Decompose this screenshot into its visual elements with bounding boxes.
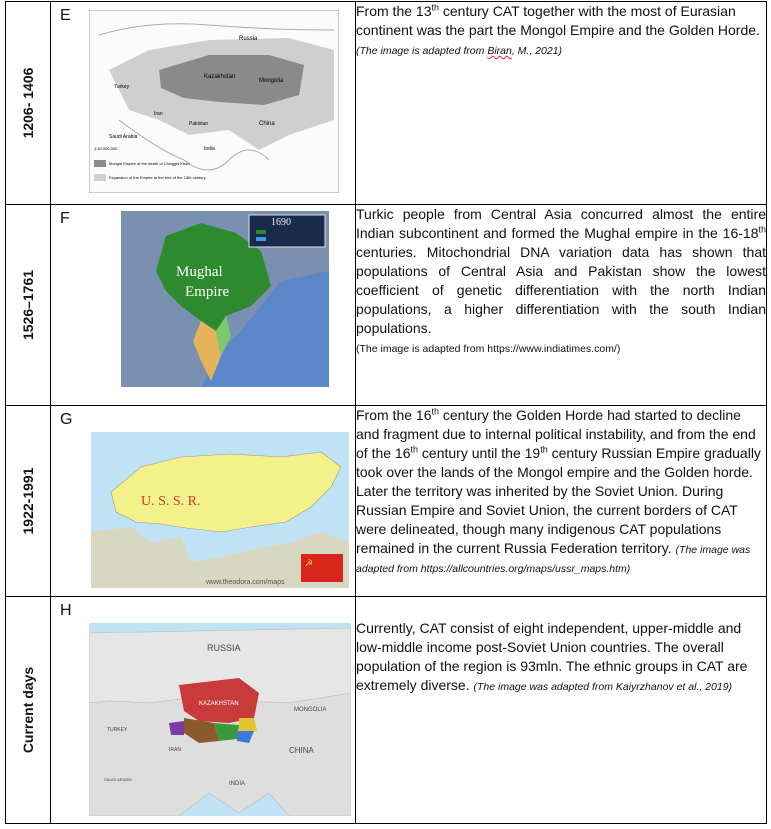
text-cell [356, 205, 767, 406]
map-label-mughal: Mughal [176, 264, 223, 280]
history-table [5, 1, 767, 824]
map-label-mongolia: Mongolia [259, 78, 284, 84]
image-cell [51, 205, 356, 406]
map-credit: www.theodora.com/maps [206, 579, 285, 586]
image-cell [51, 406, 356, 597]
citation-author: Biran [487, 45, 512, 57]
sup: th [410, 444, 419, 455]
legend-core: Mongol Empire at the death of Chinggis Khan [109, 161, 190, 166]
row-text-cont3: century Russian Empire gradually took over the lands of the Mongol empire and the Golden horde. Later the territory was inherited by the Soviet Union. During Russian Empire and Soviet Union, the current borders of CAT were delineated, though many indigenous CAT populations remained in the current Russia Federation territory. [356, 445, 761, 556]
sup: th [540, 444, 548, 455]
row-text-cont: century CAT together with the most of Eurasian continent was the part the Mongol Empire and the Golden Horde. [356, 3, 760, 38]
citation [356, 45, 562, 57]
image-cell [51, 2, 356, 205]
text-cell [356, 406, 767, 597]
map-label-russia: RUSSIA [207, 643, 241, 653]
panel-letter: E [60, 7, 71, 24]
citation: (The image is adapted from https://www.indiatimes.com/) [356, 343, 621, 355]
sup: th [431, 406, 439, 417]
period-cell [6, 2, 51, 205]
citation: (The image was adapted from https://allcountries.org/maps/ussr_maps.htm) [356, 544, 751, 575]
row-mughal [6, 205, 767, 406]
row-text: From the 13 [356, 3, 432, 19]
map-label-india: INDIA [229, 781, 246, 787]
text-cell [356, 2, 767, 205]
panel-letter: G [60, 411, 73, 428]
row-text: Currently, CAT consist of eight independent, upper-middle and low-middle income post-Soviet Union countries. The overall population of the region is 93mln. The ethnic groups in CAT are extremely diverse. [356, 620, 748, 693]
citation-a: (The image is adapted from [356, 45, 488, 57]
citation-c: , M., 2021) [511, 45, 563, 57]
map-label-kazakhstan: KAZAKHSTAN [199, 701, 239, 707]
panel-letter: F [60, 210, 70, 227]
map-label-china: CHINA [289, 746, 314, 755]
map-label-russia: Russia [239, 36, 258, 42]
ussr-map [91, 432, 349, 588]
image-cell [51, 597, 356, 824]
mongol-empire-map [89, 10, 339, 193]
period-label: 1206- 1406 [20, 67, 36, 139]
citation: (The image was adapted from Kaiyrzhanov et al., 2019) [473, 681, 733, 693]
row-mongol [6, 2, 767, 205]
map-label-saudi: SAUDI ARABIA [104, 777, 132, 782]
period-cell [6, 205, 51, 406]
map-label-turkey: Turkey [114, 84, 130, 90]
map-label-china: China [259, 121, 275, 127]
svg-text:☭: ☭ [305, 559, 314, 569]
map-label-empire: Empire [185, 284, 230, 300]
period-cell [6, 406, 51, 597]
map-label-iran: IRAN [169, 747, 181, 753]
row-text: From the 16 [356, 407, 432, 423]
mughal-empire-map [121, 211, 329, 387]
period-label: 1526–1761 [20, 269, 36, 341]
map-label-saudi: Saudi Arabia [109, 134, 138, 140]
sup: th [431, 2, 439, 13]
row-text-cont2: century until the 19 [418, 445, 541, 461]
period-cell [6, 597, 51, 824]
map-label-iran: Iran [154, 111, 163, 117]
map-label-india: India [204, 146, 215, 152]
sup: th [758, 224, 766, 235]
row-text-cont: centuries. Mitochondrial DNA variation data has shown that populations of Central Asia and Pakistan show the lowest coefficient of genetic differentiation with the north Indian populations, a higher differentiation with the south Indian populations. [356, 244, 766, 336]
text-cell [356, 597, 767, 824]
map-label-ussr: U. S. S. R. [141, 494, 201, 509]
period-label: 1922-1991 [20, 467, 36, 535]
map-label-turkey: TURKEY [107, 727, 128, 733]
panel-letter: H [60, 602, 72, 619]
map-label-pakistan: Pakistan [189, 121, 209, 127]
row-current [6, 597, 767, 824]
map-year: 1690 [271, 217, 291, 228]
map-label-kazakhstan: Kazakhstan [204, 74, 236, 80]
period-label: Current days [20, 666, 36, 754]
legend-swatch-ext [94, 174, 106, 181]
row-text: Turkic people from Central Asia concurred almost the entire Indian subcontinent and formed the Mughal empire in the 16-18 [356, 206, 766, 241]
map-label-mongolia: MONGOLIA [294, 707, 327, 713]
row-ussr [6, 406, 767, 597]
legend-ext: Expansion of the Empire at the end of the 13th century [109, 175, 206, 180]
row-text-cont: century the Golden Horde had started to decline and fragment due to internal political instability, and from the end of the 16 [356, 407, 756, 461]
legend-swatch-core [94, 160, 106, 167]
map-scale: 1:40,000,000 [94, 146, 118, 151]
current-cat-map [89, 623, 351, 816]
